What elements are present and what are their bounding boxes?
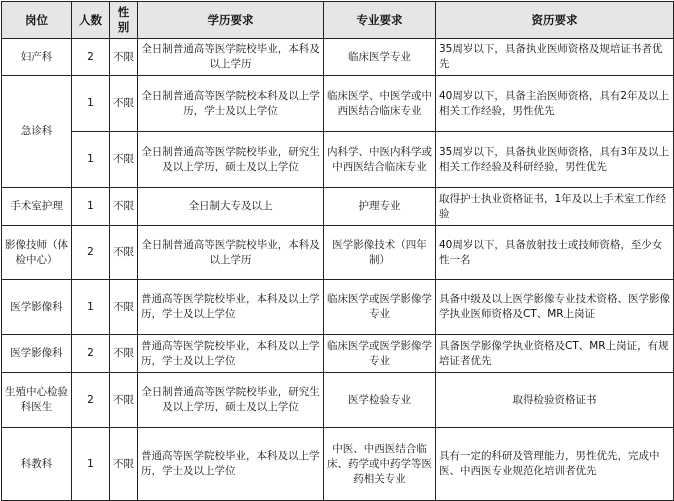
education-cell: 全日制普通高等医学院校本科及以上学历，学士及以上学位: [138, 76, 324, 132]
major-cell: 临床医学、中医学或中西医结合临床专业: [324, 76, 436, 132]
table-row: [2, 76, 674, 132]
count-cell: 2: [72, 226, 110, 280]
major-cell: 中医、中西医结合临床、药学或中药学等医药相关专业: [324, 428, 436, 501]
qualification-cell: 具备中级及以上医学影像专业技术资格、医学影像学执业医师资格及CT、MR上岗证: [436, 280, 674, 335]
education-cell: 全日制普通高等医学院校毕业，研究生及以上学历，硕士及以上学位: [138, 132, 324, 188]
position-cell: 手术室护理: [2, 188, 72, 226]
position-cell: 生殖中心检验科医生: [2, 373, 72, 428]
table-row: [2, 428, 674, 501]
header-count: 人数: [72, 2, 110, 39]
header-qualification: 资历要求: [436, 2, 674, 39]
major-cell: 临床医学或医学影像学专业: [324, 280, 436, 335]
qualification-cell: 取得护士执业资格证书，1年及以上手术室工作经验: [436, 188, 674, 226]
major-cell: 护理专业: [324, 188, 436, 226]
count-cell: 2: [72, 373, 110, 428]
table-row: [2, 335, 674, 373]
education-cell: 普通高等医学院校毕业，本科及以上学历，学士及以上学位: [138, 428, 324, 501]
header-education: 学历要求: [138, 2, 324, 39]
position-cell: 急诊科: [2, 76, 72, 188]
education-cell: 全日制普通高等医学院校毕业，研究生及以上学历，硕士及以上学位: [138, 373, 324, 428]
major-cell: 临床医学专业: [324, 39, 436, 76]
major-cell: 内科学、中医内科学或中西医结合临床专业: [324, 132, 436, 188]
major-cell: 临床医学或医学影像学专业: [324, 335, 436, 373]
header-row: [2, 2, 674, 39]
gender-cell: 不限: [110, 428, 138, 501]
position-cell: 科教科: [2, 428, 72, 501]
table-row: [2, 280, 674, 335]
count-cell: 1: [72, 132, 110, 188]
major-cell: 医学影像技术（四年制）: [324, 226, 436, 280]
gender-cell: 不限: [110, 335, 138, 373]
count-cell: 1: [72, 76, 110, 132]
gender-cell: 不限: [110, 76, 138, 132]
gender-cell: 不限: [110, 280, 138, 335]
gender-cell: 不限: [110, 188, 138, 226]
education-cell: 普通高等医学院校毕业，本科及以上学历，学士及以上学位: [138, 335, 324, 373]
recruitment-table: [1, 1, 674, 501]
count-cell: 2: [72, 39, 110, 76]
gender-cell: 不限: [110, 226, 138, 280]
header-gender: 性别: [110, 2, 138, 39]
qualification-cell: 40周岁以下，具备主治医师资格，具有2年及以上相关工作经验，男性优先: [436, 76, 674, 132]
position-cell: 医学影像科: [2, 335, 72, 373]
count-cell: 2: [72, 335, 110, 373]
position-cell: 医学影像科: [2, 280, 72, 335]
count-cell: 1: [72, 428, 110, 501]
major-cell: 医学检验专业: [324, 373, 436, 428]
gender-cell: 不限: [110, 373, 138, 428]
education-cell: 全日制普通高等医学院校毕业，本科及以上学历: [138, 39, 324, 76]
table-row: [2, 226, 674, 280]
education-cell: 普通高等医学院校毕业，本科及以上学历，学士及以上学位: [138, 280, 324, 335]
count-cell: 1: [72, 280, 110, 335]
position-cell: 妇产科: [2, 39, 72, 76]
qualification-cell: 40周岁以下，具备放射技士或技师资格，至少女性一名: [436, 226, 674, 280]
header-major: 专业要求: [324, 2, 436, 39]
table-row: [2, 39, 674, 76]
header-position: 岗位: [2, 2, 72, 39]
position-cell: 影像技师（体检中心）: [2, 226, 72, 280]
table-row: [2, 373, 674, 428]
qualification-cell: 35周岁以下，具备执业医师资格及规培证书者优先: [436, 39, 674, 76]
gender-cell: 不限: [110, 39, 138, 76]
qualification-cell: 具有一定的科研及管理能力，男性优先，完成中医、中西医专业规范化培训者优先: [436, 428, 674, 501]
qualification-cell: 35周岁以下，具备执业医师资格，具有3年及以上相关工作经验及科研经验，男性优先: [436, 132, 674, 188]
qualification-cell: 具备医学影像学执业资格及CT、MR上岗证，有规培证者优先: [436, 335, 674, 373]
education-cell: 全日制普通高等医学院校毕业，本科及以上学历: [138, 226, 324, 280]
table-row: [2, 188, 674, 226]
count-cell: 1: [72, 188, 110, 226]
table-row: [2, 132, 674, 188]
qualification-cell: 取得检验资格证书: [436, 373, 674, 428]
education-cell: 全日制大专及以上: [138, 188, 324, 226]
gender-cell: 不限: [110, 132, 138, 188]
